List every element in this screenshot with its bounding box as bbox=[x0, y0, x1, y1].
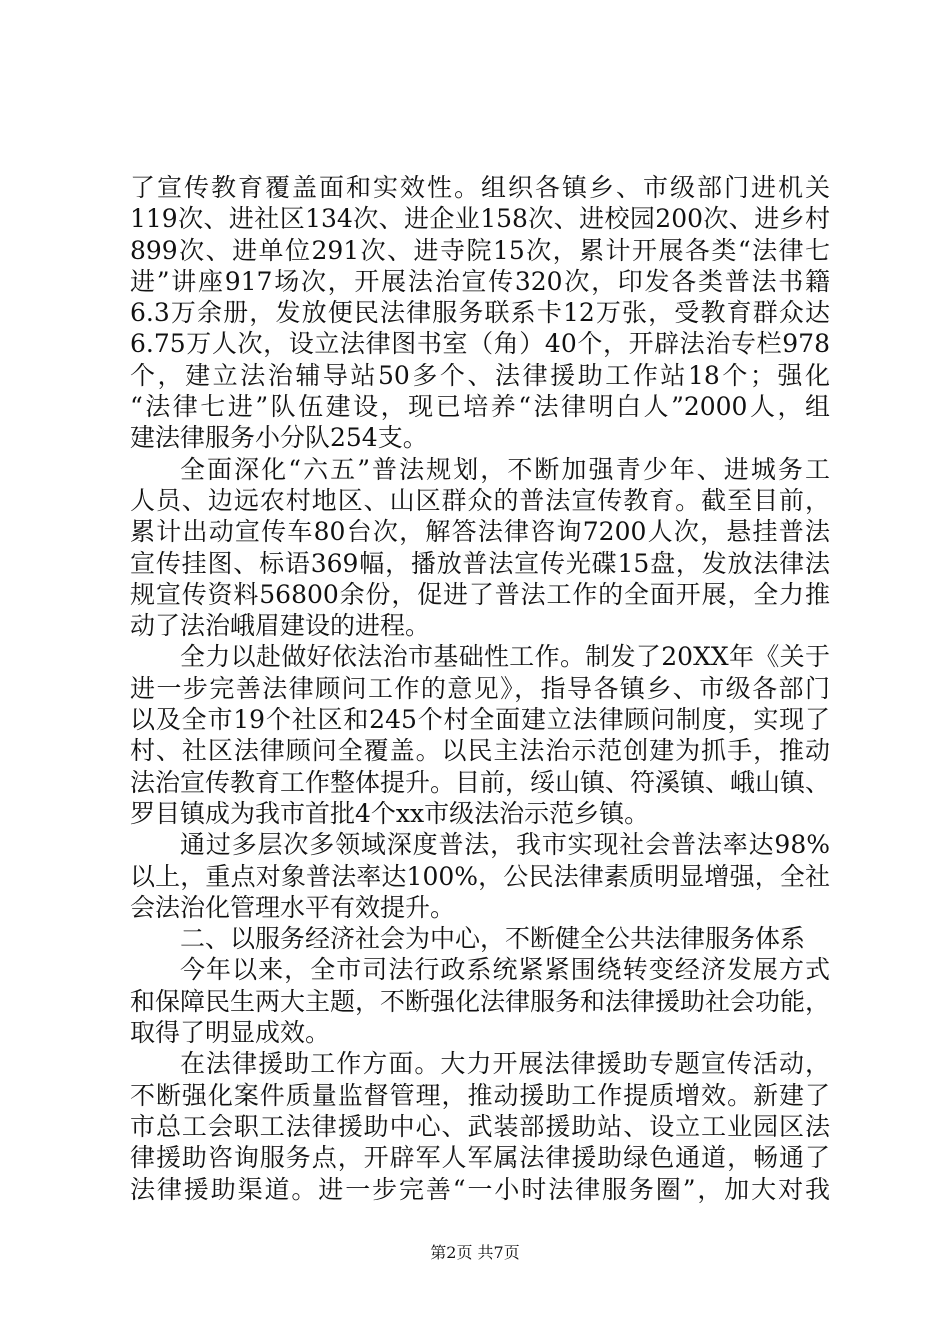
text-line: 119次、进社区134次、进企业158次、进校园200次、进乡村 bbox=[130, 204, 830, 234]
text-line: 法治宣传教育工作整体提升。目前，绥山镇、符溪镇、峨山镇、 bbox=[130, 767, 831, 797]
paragraph bbox=[130, 641, 830, 829]
body-text bbox=[130, 172, 830, 1205]
text-line: 通过多层次多领域深度普法，我市实现社会普法率达98% bbox=[180, 830, 830, 860]
text-line: 人员、边远农村地区、山区群众的普法宣传教育。截至目前， bbox=[130, 485, 830, 515]
text-line: 动了法治峨眉建设的进程。 bbox=[130, 611, 431, 641]
text-line: 建法律服务小分队254支。 bbox=[130, 423, 428, 453]
text-line: “法律七进”队伍建设，现已培养“法律明白人”2000人，组 bbox=[130, 392, 830, 422]
text-line: 会法治化管理水平有效提升。 bbox=[130, 892, 456, 922]
paragraph bbox=[130, 172, 830, 454]
text-line: 规宣传资料56800余份，促进了普法工作的全面开展，全力推 bbox=[130, 579, 830, 609]
text-line: 以上，重点对象普法率达100%，公民法律素质明显增强，全社 bbox=[130, 861, 830, 891]
text-line: 二、以服务经济社会为中心，不断健全公共法律服务体系 bbox=[180, 924, 806, 954]
text-line: 个，建立法治辅导站50多个、法律援助工作站18个；强化 bbox=[130, 360, 830, 390]
text-line: 全面深化“六五”普法规划，不断加强青少年、进城务工 bbox=[180, 454, 830, 484]
text-line: 宣传挂图、标语369幅，播放普法宣传光碟15盘，发放法律法 bbox=[130, 548, 830, 578]
text-line: 6.75万人次，设立法律图书室（角）40个，开辟法治专栏978 bbox=[130, 329, 830, 359]
paragraph bbox=[130, 1048, 830, 1204]
text-line: 了宣传教育覆盖面和实效性。组织各镇乡、市级部门进机关 bbox=[130, 173, 830, 202]
paragraph bbox=[130, 923, 830, 954]
paragraph bbox=[130, 954, 830, 1048]
paragraph bbox=[130, 829, 830, 923]
text-line: 律援助咨询服务点，开辟军人军属法律援助绿色通道，畅通了 bbox=[130, 1143, 830, 1173]
text-line: 和保障民生两大主题，不断强化法律服务和法律援助社会功能， bbox=[130, 986, 831, 1016]
text-line: 累计出动宣传车80台次，解答法律咨询7200人次，悬挂普法 bbox=[130, 517, 830, 547]
text-line: 不断强化案件质量监督管理，推动援助工作提质增效。新建了 bbox=[130, 1080, 830, 1110]
text-line: 全力以赴做好依法治市基础性工作。制发了20XX年《关于 bbox=[180, 642, 830, 672]
text-line: 以及全市19个社区和245个村全面建立法律顾问制度，实现了 bbox=[130, 705, 830, 735]
paragraph bbox=[130, 454, 830, 642]
text-line: 进一步完善法律顾问工作的意见》，指导各镇乡、市级各部门 bbox=[130, 673, 830, 703]
text-line: 取得了明显成效。 bbox=[130, 1018, 331, 1048]
text-line: 今年以来，全市司法行政系统紧紧围绕转变经济发展方式 bbox=[180, 955, 830, 985]
text-line: 6.3万余册，发放便民法律服务联系卡12万张，受教育群众达 bbox=[130, 298, 830, 328]
text-line: 罗目镇成为我市首批4个xx市级法治示范乡镇。 bbox=[130, 798, 650, 828]
text-line: 村、社区法律顾问全覆盖。以民主法治示范创建为抓手，推动 bbox=[130, 736, 830, 766]
text-line: 进”讲座917场次，开展法治宣传320次，印发各类普法书籍 bbox=[130, 266, 830, 296]
page-footer: 第2页 共7页 bbox=[430, 1243, 520, 1262]
text-line: 法律援助渠道。进一步完善“一小时法律服务圈”，加大对我 bbox=[130, 1174, 830, 1204]
text-line: 在法律援助工作方面。大力开展法律援助专题宣传活动， bbox=[180, 1049, 830, 1079]
text-line: 市总工会职工法律援助中心、武装部援助站、设立工业园区法 bbox=[130, 1111, 830, 1141]
text-line: 899次、进单位291次、进寺院15次，累计开展各类“法律七 bbox=[130, 235, 830, 265]
